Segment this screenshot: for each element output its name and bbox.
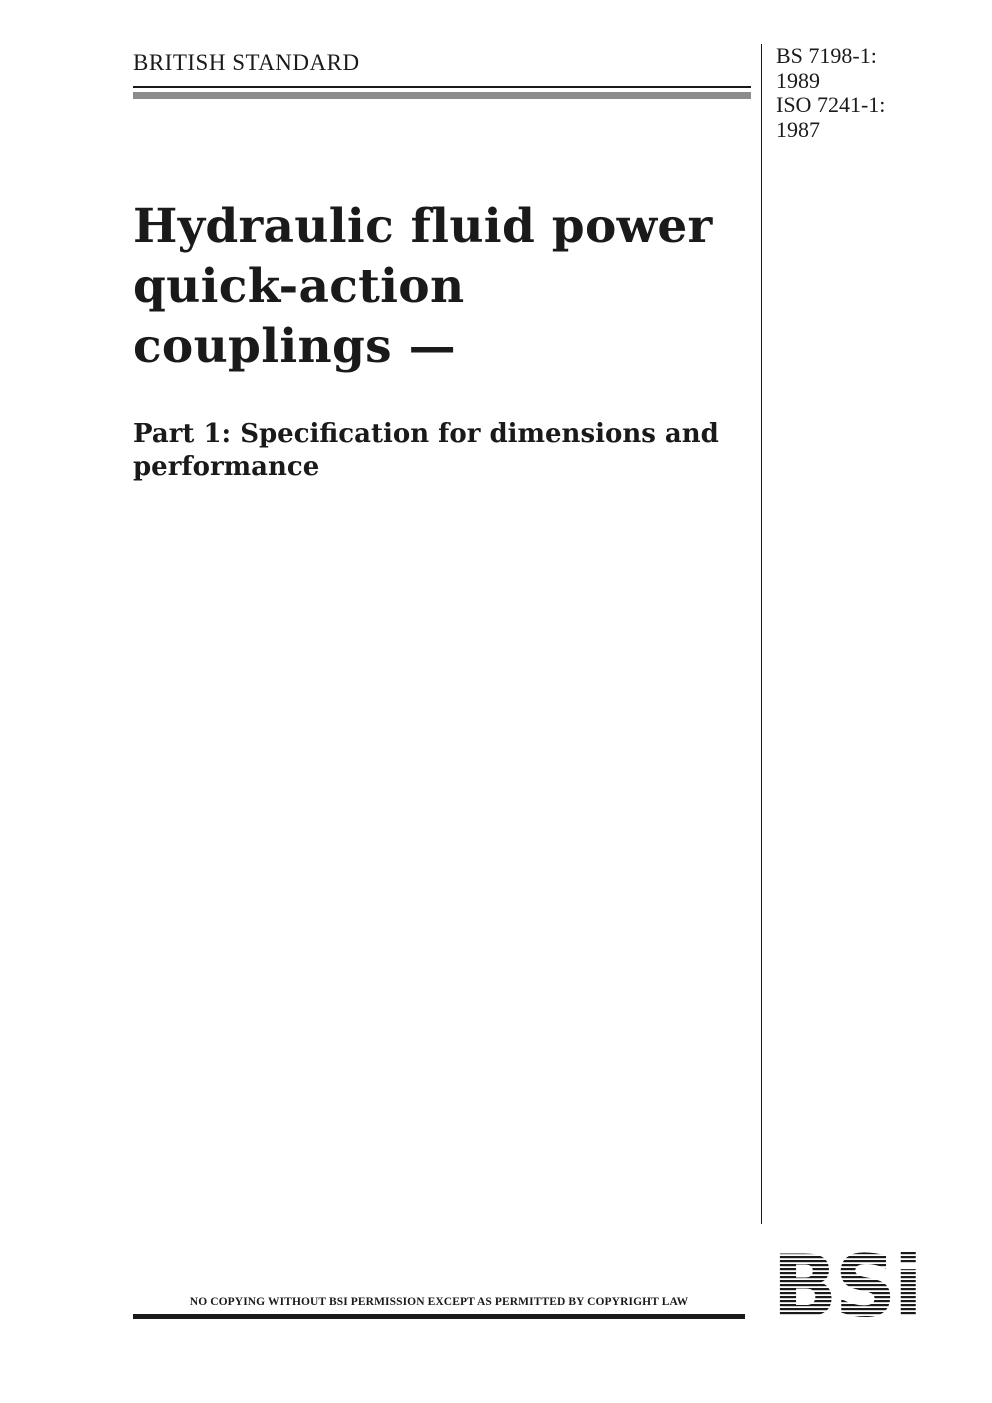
title-line: Hydraulic fluid power (133, 199, 713, 254)
header-label: BRITISH STANDARD (133, 50, 360, 75)
subtitle-line: performance (133, 452, 320, 482)
document-title (133, 197, 743, 377)
header-rule-band (133, 92, 751, 99)
document-subtitle (133, 418, 753, 484)
vertical-divider (761, 44, 762, 1224)
title-line: quick-action (133, 259, 465, 314)
standard-number-iso: ISO 7241-1: (776, 92, 886, 117)
standard-number-bs: BS 7198-1: (776, 43, 877, 68)
footer-rule (133, 1314, 745, 1319)
subtitle-line: Part 1: Specification for dimensions and (133, 419, 719, 449)
standard-year-iso: 1987 (776, 116, 820, 142)
title-line: couplings — (133, 319, 456, 374)
standard-year-bs: 1989 (776, 67, 820, 93)
standard-numbers (776, 44, 885, 142)
copyright-notice: NO COPYING WITHOUT BSI PERMISSION EXCEPT AS PERMITTED BY COPYRIGHT LAW (189, 1296, 689, 1308)
bsi-logo-icon (770, 1244, 946, 1322)
header-rule-thin (133, 86, 751, 88)
